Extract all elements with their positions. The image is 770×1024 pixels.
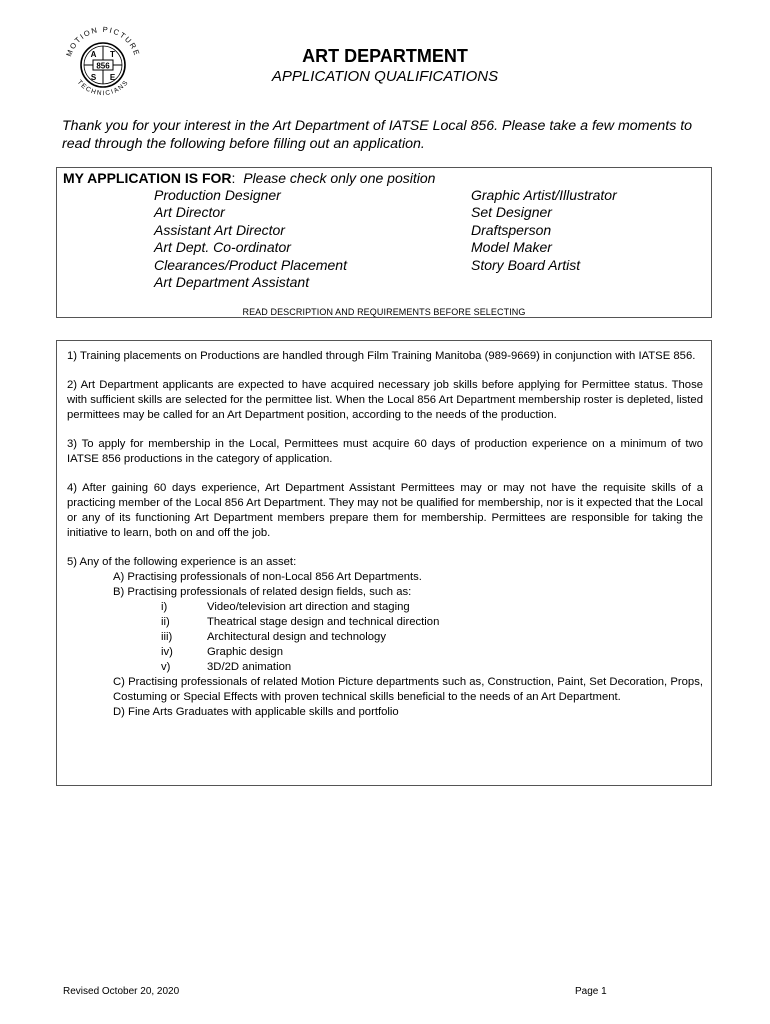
list-item-text: Video/television art direction and staging	[207, 601, 410, 613]
list-item-text: Architectural design and technology	[207, 631, 386, 643]
revision-date: Revised October 20, 2020	[63, 986, 180, 997]
application-box	[56, 167, 712, 318]
logo-letter-e: E	[109, 73, 116, 82]
requirements-text	[67, 349, 703, 720]
position-option[interactable]: Model Maker	[471, 239, 552, 256]
application-heading-instruction: Please check only one position	[243, 170, 436, 186]
page-subtitle: APPLICATION QUALIFICATIONS	[271, 68, 499, 85]
position-option[interactable]: Art Dept. Co-ordinator	[154, 239, 291, 256]
position-option[interactable]: Clearances/Product Placement	[154, 256, 347, 273]
position-option[interactable]: Art Department Assistant	[154, 274, 310, 291]
position-option[interactable]: Story Board Artist	[471, 256, 581, 273]
list-item	[67, 615, 703, 630]
requirement-2: 2) Art Department applicants are expected to have acquired necessary job skills before applying for Permittee status. Those with sufficient skills are selected for the permittee list. When the Local 856 Art Department membership roster is depleted, listed permittees may be called for an Art Department position, according to the needs of the production.	[67, 379, 703, 421]
logo-ring-bottom: TECHNICIANS	[75, 78, 131, 98]
logo-badge-number: 856	[96, 61, 110, 71]
application-heading-label: MY APPLICATION IS FOR	[63, 170, 232, 186]
page-title: ART DEPARTMENT	[302, 46, 468, 66]
positions-left-column	[154, 187, 347, 291]
requirement-4: 4) After gaining 60 days experience, Art Department Assistant Permittees may or may not have the requisite skills of a practicing member of the Local 856 Art Department. They may not be qualified for membership, nor is it expected that the Local or any of its functioning Art Department members prepare them for membership. Permittees are responsible for taking the initiative to learn, both on and off the job.	[67, 482, 703, 539]
requirement-5-a: A) Practising professionals of non-Local 856 Art Departments.	[113, 571, 422, 583]
positions-right-column	[471, 187, 617, 274]
position-option[interactable]: Graphic Artist/Illustrator	[471, 187, 617, 203]
position-option[interactable]: Draftsperson	[471, 221, 552, 238]
list-item	[67, 630, 703, 645]
logo-letter-a: A	[90, 50, 97, 59]
position-option[interactable]: Production Designer	[154, 187, 281, 203]
requirement-5-c: C) Practising professionals of related Motion Picture departments such as, Construction, Paint, Set Decoration, Props, Costuming or Special Effects with proven technical skills beneficial to the needs of an Art Department.	[113, 676, 703, 703]
list-item-number: ii)	[161, 616, 170, 628]
list-item-number: v)	[161, 661, 171, 673]
requirement-3: 3) To apply for membership in the Local, Permittees must acquire 60 days of production experience on a minimum of two IATSE 856 productions in the category of application.	[67, 438, 703, 465]
list-item	[67, 660, 703, 675]
read-requirements-note: READ DESCRIPTION AND REQUIREMENTS BEFORE SELECTING	[242, 307, 526, 317]
position-option[interactable]: Set Designer	[471, 204, 552, 221]
application-heading	[63, 170, 435, 186]
list-item-number: iv)	[161, 646, 173, 658]
list-item	[67, 600, 703, 615]
application-heading-colon: :	[231, 170, 236, 186]
list-item-text: Theatrical stage design and technical direction	[207, 616, 440, 628]
intro-text: Thank you for your interest in the Art Department of IATSE Local 856. Please take a few moments to read through the following before filling out an application.	[62, 118, 693, 152]
logo-letter-s: S	[90, 73, 97, 82]
list-item-text: 3D/2D animation	[207, 661, 292, 673]
logo-letter-t: T	[110, 50, 115, 59]
requirement-5-intro: 5) Any of the following experience is an asset:	[67, 556, 297, 568]
list-item-number: i)	[161, 601, 168, 613]
logo-ring-top: MOTION PICTURE	[64, 24, 142, 58]
requirement-5	[67, 555, 703, 720]
requirements-box	[56, 340, 712, 786]
list-item-text: Graphic design	[207, 646, 283, 658]
list-item	[67, 645, 703, 660]
list-item-number: iii)	[161, 631, 173, 643]
page-number: Page 1	[575, 986, 607, 997]
requirement-1: 1) Training placements on Productions are handled through Film Training Manitoba (989-9669) in conjunction with IATSE 856.	[67, 350, 696, 362]
requirement-5-d: D) Fine Arts Graduates with applicable skills and portfolio	[113, 706, 399, 718]
position-option[interactable]: Art Director	[154, 204, 225, 221]
requirement-5-b: B) Practising professionals of related design fields, such as:	[113, 586, 412, 598]
position-option[interactable]: Assistant Art Director	[154, 221, 285, 238]
